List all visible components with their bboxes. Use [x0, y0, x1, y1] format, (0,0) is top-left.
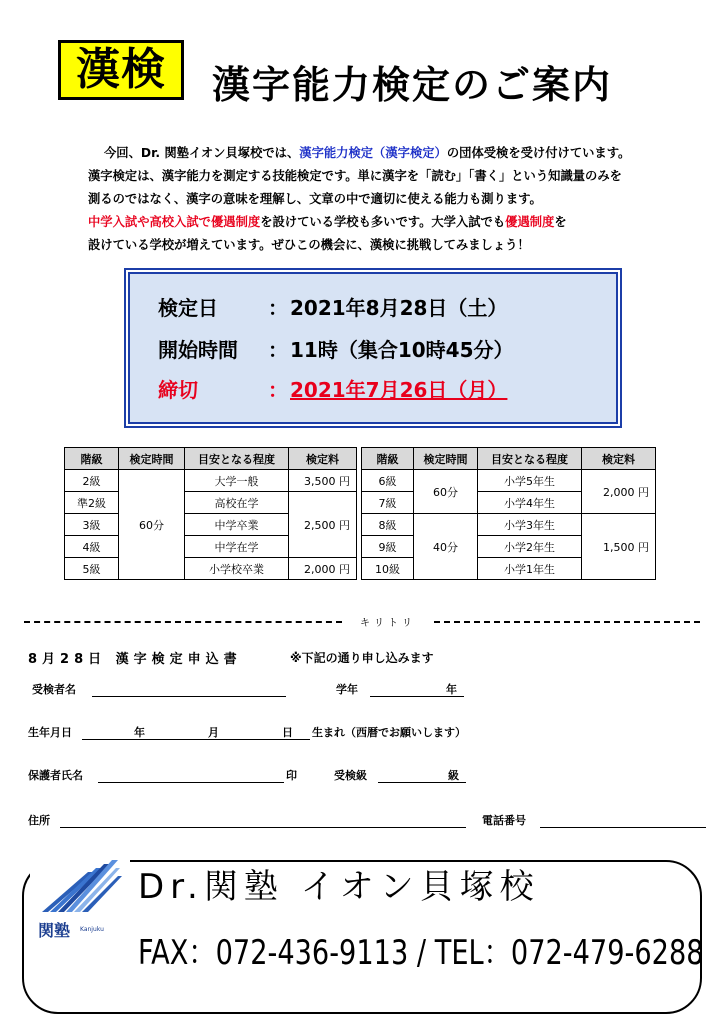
- examinee-name-field[interactable]: [92, 696, 286, 697]
- cut-dash-right: [434, 621, 700, 623]
- start-time-label: 開始時間: [158, 338, 238, 362]
- colon: ：: [268, 378, 288, 402]
- birth-month-unit: 月: [208, 726, 219, 739]
- phone-label: 電話番号: [482, 814, 526, 827]
- deadline-value: 2021年7月26日（月）: [290, 378, 508, 402]
- level-cell: 6級: [362, 470, 414, 492]
- birthdate-note: 生まれ（西暦でお願いします）: [312, 726, 466, 739]
- start-time-value: 11時（集合10時45分）: [290, 338, 514, 362]
- target-cell: 小学3年生: [478, 514, 582, 536]
- target-cell: 小学2年生: [478, 536, 582, 558]
- intro-text: [88, 142, 708, 257]
- deadline-label: 締切: [158, 378, 198, 402]
- target-cell: 中学在学: [185, 536, 289, 558]
- time-cell: 60分: [414, 470, 478, 514]
- address-label: 住所: [28, 814, 50, 827]
- target-cell: 小学4年生: [478, 492, 582, 514]
- cut-line: [24, 614, 700, 630]
- intro-text-segment: 今回、Dr. 関塾イオン貝塚校では、: [104, 146, 300, 160]
- header-level: 階級: [362, 448, 414, 470]
- target-cell: 高校在学: [185, 492, 289, 514]
- target-cell: 小学1年生: [478, 558, 582, 580]
- guardian-name-field[interactable]: [98, 782, 284, 783]
- level-cell: 5級: [65, 558, 119, 580]
- seal-mark: 印: [286, 769, 297, 782]
- page-title: 漢字能力検定のご案内: [212, 63, 613, 107]
- fee-cell: 3,500 円: [289, 470, 357, 492]
- level-cell: 3級: [65, 514, 119, 536]
- header-fee: 検定料: [582, 448, 656, 470]
- form-title: 8月28日 漢字検定申込書: [28, 652, 242, 667]
- intro-text-segment: を: [554, 215, 567, 229]
- school-name: Dr.関塾 イオン貝塚校: [138, 867, 540, 907]
- grade-label: 学年: [336, 683, 358, 696]
- deadline-row: [158, 380, 507, 400]
- birth-day-unit: 日: [282, 726, 293, 739]
- exam-date-label: 検定日: [158, 296, 218, 320]
- colon: ：: [268, 338, 288, 362]
- intro-highlight-preference: 優遇制度: [210, 215, 261, 229]
- logo-subtext: Kanjuku: [80, 926, 104, 933]
- cut-label: キリトリ: [344, 614, 432, 629]
- exam-date-row: [158, 298, 507, 318]
- start-time-row: [158, 340, 514, 360]
- intro-highlight-preference: 優遇制度: [505, 215, 555, 229]
- contact-numbers: FAX：072-436-9113 / TEL：072-479-6288: [138, 933, 704, 973]
- intro-text-segment: の団体受検を受け付けています。: [446, 146, 631, 160]
- fee-cell: 2,000 円: [582, 470, 656, 514]
- fee-cell: 2,000 円: [289, 558, 357, 580]
- header-time: 検定時間: [119, 448, 185, 470]
- header-target: 目安となる程度: [478, 448, 582, 470]
- intro-text-segment: 中学入試や高校入試で: [88, 215, 211, 229]
- exam-level-field[interactable]: [378, 782, 466, 783]
- level-cell: 8級: [362, 514, 414, 536]
- birthdate-label: 生年月日: [28, 726, 72, 739]
- intro-text-segment: を設けている学校も多いです。大学入試でも: [260, 215, 506, 229]
- intro-highlight-kanken: 漢字能力検定（漢字検定）: [299, 146, 447, 160]
- address-field[interactable]: [60, 827, 466, 828]
- fee-cell: 2,500 円: [289, 492, 357, 558]
- target-cell: 小学校卒業: [185, 558, 289, 580]
- table-row: [65, 470, 656, 492]
- time-cell: 40分: [414, 514, 478, 580]
- level-cell: 9級: [362, 536, 414, 558]
- header-level: 階級: [65, 448, 119, 470]
- exam-level-label: 受検級: [334, 769, 367, 782]
- logo-text: 関塾: [38, 921, 71, 940]
- fee-table: [64, 447, 656, 580]
- form-note: ※下記の通り申し込みます: [290, 651, 434, 665]
- intro-line: 漢字検定は、漢字能力を測定する技能検定です。単に漢字を「読む」「書く」という知識量のみを: [88, 169, 622, 183]
- exam-level-suffix: 級: [448, 769, 459, 782]
- examinee-label: 受検者名: [32, 683, 76, 696]
- exam-date-value: 2021年8月28日（土）: [290, 296, 508, 320]
- header-fee: 検定料: [289, 448, 357, 470]
- cut-dash-left: [24, 621, 342, 623]
- exam-info-box: [128, 272, 618, 424]
- intro-line: 設けている学校が増えています。ぜひこの機会に、漢検に挑戦してみましょう！: [88, 238, 530, 252]
- grade-field[interactable]: [370, 696, 464, 697]
- birthdate-field[interactable]: [82, 739, 310, 740]
- grade-suffix: 年: [446, 683, 457, 696]
- level-cell: 2級: [65, 470, 119, 492]
- target-cell: 中学卒業: [185, 514, 289, 536]
- level-cell: 10級: [362, 558, 414, 580]
- guardian-label: 保護者氏名: [28, 769, 83, 782]
- level-cell: 準2級: [65, 492, 119, 514]
- phone-field[interactable]: [540, 827, 706, 828]
- header-time: 検定時間: [414, 448, 478, 470]
- time-cell: 60分: [119, 470, 185, 580]
- intro-line: 測るのではなく、漢字の意味を理解し、文章の中で適切に使える能力も測ります。: [88, 192, 542, 206]
- birth-year-unit: 年: [134, 726, 145, 739]
- fee-cell: 1,500 円: [582, 514, 656, 580]
- header-target: 目安となる程度: [185, 448, 289, 470]
- target-cell: 小学5年生: [478, 470, 582, 492]
- level-cell: 7級: [362, 492, 414, 514]
- table-header-row: [65, 448, 656, 470]
- kanken-badge: 漢検: [58, 40, 184, 100]
- target-cell: 大学一般: [185, 470, 289, 492]
- colon: ：: [268, 296, 288, 320]
- level-cell: 4級: [65, 536, 119, 558]
